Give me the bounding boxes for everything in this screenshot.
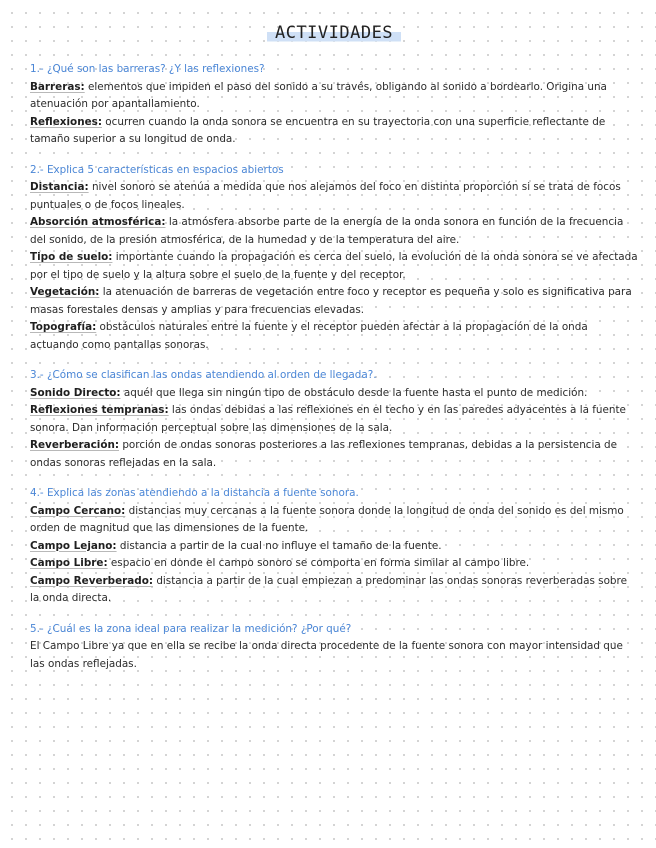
answer-text: distancia a partir de la cual no influye el tamaño de la fuente.	[116, 539, 442, 552]
answer-term: Reflexiones:	[30, 115, 102, 128]
answer-text: aquél que llega sin ningún tipo de obstáculo desde la fuente hasta el punto de medición.	[120, 386, 588, 399]
answer-term: Distancia:	[30, 181, 89, 193]
answer-term: Topografía:	[30, 321, 97, 333]
answer-paragraph	[30, 114, 638, 149]
answer-text: porción de ondas sonoras posteriores a las reflexiones tempranas, debidas a la persistencia de ondas sonoras reflejadas en la sala.	[30, 439, 618, 469]
page-title: ACTIVIDADES	[267, 22, 401, 43]
answer-term: Reverberación:	[30, 439, 120, 451]
answer-paragraph	[30, 249, 638, 284]
answer-term: Absorción atmosférica:	[30, 216, 166, 228]
answer-paragraph	[30, 319, 638, 354]
answer-text: espacio en donde el campo sonoro se comporta en forma similar al campo libre.	[107, 557, 530, 569]
answer-text: ocurren cuando la onda sonora se encuentra en su trayectoria con una superficie reflectante de tamaño superior a su longitud de onda.	[30, 115, 606, 145]
answer-paragraph	[30, 385, 638, 403]
answer-text: elementos que impiden el paso del sonido a su través, obligando al sonido a bordearlo. Origina una atenuación por apantallamiento.	[30, 80, 607, 110]
answer-paragraph	[30, 503, 638, 538]
activity-section	[30, 621, 638, 674]
answer-text: importante cuando la propagación es cerca del suelo, la evolución de la onda sonora se ve afectada por el tipo de suelo y la altura sobre el suelo de la fuente y del receptor.	[30, 251, 638, 281]
title-wrap	[30, 22, 638, 43]
answer-term: Barreras:	[30, 80, 85, 93]
answer-paragraph	[30, 573, 638, 608]
answer-term: Campo Libre:	[30, 557, 108, 569]
activity-section	[30, 61, 638, 149]
answer-text: obstáculos naturales entre la fuente y el receptor pueden afectar a la propagación de la onda actuando como pantallas sonoras.	[30, 321, 588, 351]
activity-question: 3.- ¿Cómo se clasifican las ondas atendiendo al orden de llegada?.	[30, 369, 377, 381]
answer-term: Sonido Directo:	[30, 386, 121, 399]
answer-paragraph	[30, 284, 638, 319]
activities-list	[30, 61, 638, 673]
answer-text: distancias muy cercanas a la fuente sonora donde la longitud de onda del sonido es del mismo orden de magnitud que las dimensiones de la fuente.	[30, 504, 624, 534]
activity-section	[30, 162, 638, 355]
activity-question: 1.- ¿Qué son las barreras? ¿Y las reflexiones?	[30, 63, 265, 75]
answer-text: la atenuación de barreras de vegetación entre foco y receptor es pequeña y solo es significativa para masas forestales densas y amplias y para frecuencias elevadas.	[30, 286, 632, 316]
answer-term: Vegetación:	[30, 286, 100, 298]
answer-paragraph	[30, 179, 638, 214]
answer-paragraph	[30, 555, 638, 573]
answer-paragraph	[30, 214, 638, 249]
answer-paragraph	[30, 638, 638, 673]
activity-section	[30, 485, 638, 608]
activity-question: 2.- Explica 5 características en espacios abiertos	[30, 163, 284, 176]
answer-text: las ondas debidas a las reflexiones en el techo y en las paredes adyacentes a la fuente sonora. Dan información perceptual sobre las dimensiones de la sala.	[30, 404, 626, 434]
answer-text: El Campo Libre ya que en ella se recibe la onda directa procedente de la fuente sonora con mayor intensidad que las ondas reflejadas.	[30, 640, 623, 670]
answer-term: Campo Lejano:	[30, 539, 117, 552]
answer-paragraph	[30, 402, 638, 437]
activity-question: 4.- Explica las zonas atendiendo a la distancia a fuente sonora.	[30, 487, 359, 499]
answer-paragraph	[30, 437, 638, 472]
answer-text: la atmósfera absorbe parte de la energía de la onda sonora en función de la frecuencia del sonido, de la presión atmosférica, de la humedad y de la temperatura del aire.	[30, 216, 624, 246]
answer-term: Reflexiones tempranas:	[30, 404, 169, 416]
answer-paragraph	[30, 79, 638, 114]
activity-section	[30, 367, 638, 472]
answer-text: distancia a partir de la cual empiezan a predominar las ondas sonoras reverberadas sobre la onda directa.	[30, 574, 627, 604]
answer-text: nivel sonoro se atenúa a medida que nos alejamos del foco en distinta proporción si se trata de focos puntuales o de focos lineales.	[30, 181, 621, 211]
answer-term: Tipo de suelo:	[30, 251, 113, 263]
answer-term: Campo Reverberado:	[30, 574, 154, 587]
activity-question: 5.- ¿Cuál es la zona ideal para realizar la medición? ¿Por qué?	[30, 622, 352, 635]
answer-paragraph	[30, 538, 638, 556]
answer-term: Campo Cercano:	[30, 504, 126, 517]
